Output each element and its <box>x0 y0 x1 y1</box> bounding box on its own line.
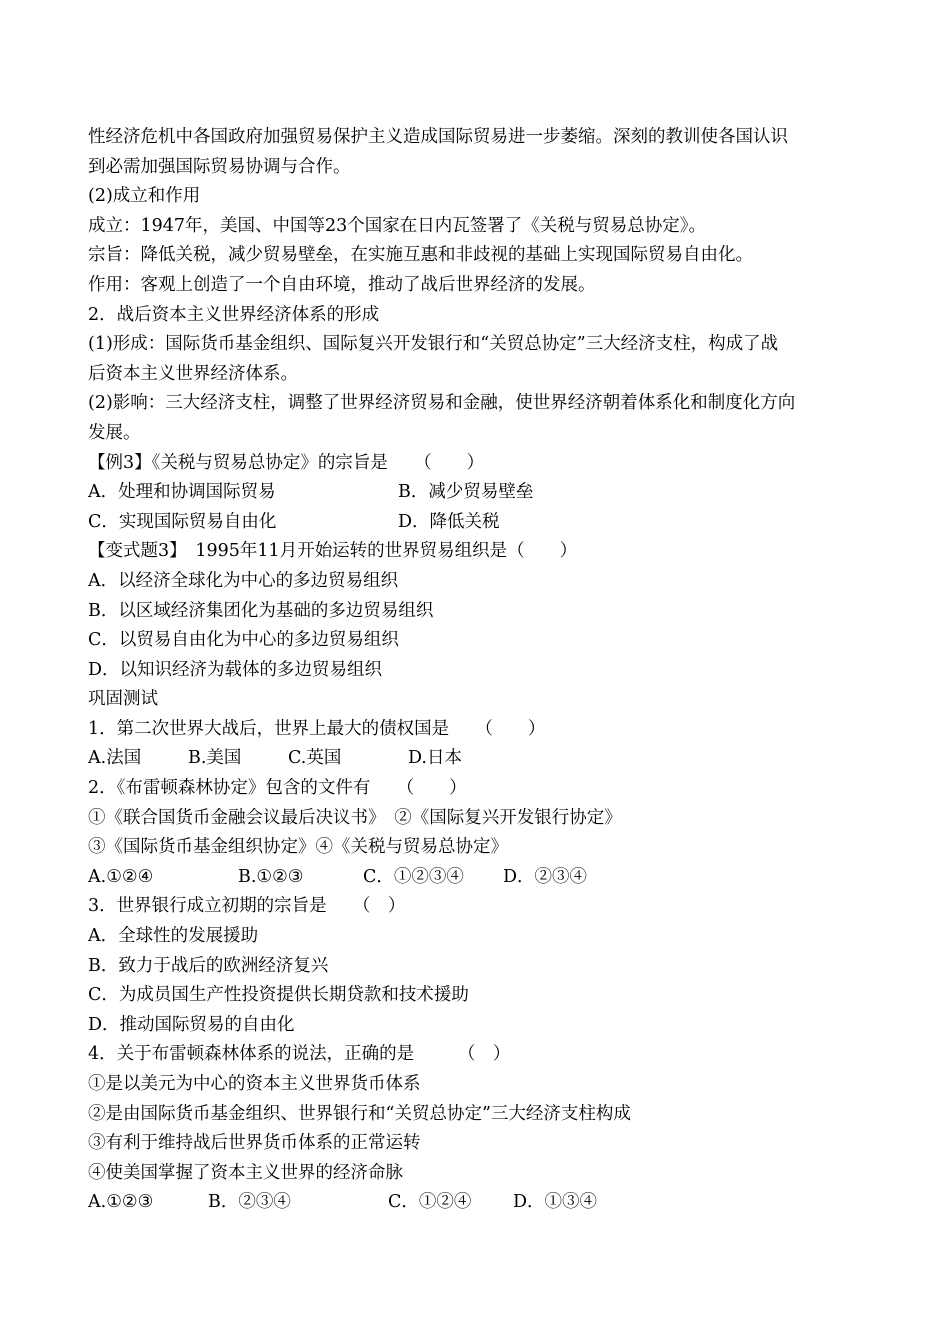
example-3-options-row-2 <box>88 508 878 538</box>
question-3-option-a: A．全球性的发展援助 <box>88 926 259 947</box>
variant-3-option-a: A．以经济全球化为中心的多边贸易组织 <box>88 570 399 591</box>
question-3-option-c: C．为成员国生产性投资提供长期贷款和技术援助 <box>88 985 469 1006</box>
text-line: 成立：1947年，美国、中国等23个国家在日内瓦签署了《关税与贸易总协定》。 <box>88 215 707 236</box>
question-4-item: ③有利于维持战后世界货币体系的正常运转 <box>88 1133 421 1154</box>
question-4-options <box>88 1188 878 1218</box>
option-d: D．①③④ <box>513 1192 598 1213</box>
section-title: 巩固测试 <box>88 689 158 710</box>
text-line: 后资本主义世界经济体系。 <box>88 363 298 384</box>
option-c: C.英国 <box>288 748 342 769</box>
option-c: C．①②④ <box>388 1192 472 1213</box>
option-b: B．减少贸易壁垒 <box>398 482 534 503</box>
question-1-stem: 1．第二次世界大战后，世界上最大的债权国是 （ ） <box>88 718 546 739</box>
example-3-options-row-1 <box>88 478 878 508</box>
option-d: D．降低关税 <box>398 511 500 532</box>
question-1-options <box>88 744 878 774</box>
subheading: (2)成立和作用 <box>88 186 201 207</box>
question-3-option-b: B．致力于战后的欧洲经济复兴 <box>88 955 329 976</box>
text-line: (2)影响：三大经济支柱，调整了世界经济贸易和金融，使世界经济朝着体系化和制度化方向 <box>88 393 796 414</box>
option-a: A．处理和协调国际贸易 <box>88 482 276 503</box>
option-c: C．①②③④ <box>363 866 464 887</box>
document-page <box>88 123 878 1218</box>
option-a: A.法国 <box>88 748 142 769</box>
variant-3-option-b: B．以区域经济集团化为基础的多边贸易组织 <box>88 600 434 621</box>
option-b: B．②③④ <box>208 1192 291 1213</box>
option-c: C．实现国际贸易自由化 <box>88 511 277 532</box>
question-4-item: ②是由国际货币基金组织、世界银行和“关贸总协定”三大经济支柱构成 <box>88 1103 631 1124</box>
question-3-option-d: D．推动国际贸易的自由化 <box>88 1014 295 1035</box>
option-d: D.日本 <box>408 748 462 769</box>
option-b: B.美国 <box>188 748 242 769</box>
option-b: B.①②③ <box>238 866 304 887</box>
option-a: A.①②③ <box>88 1192 154 1213</box>
question-3-stem: 3．世界银行成立初期的宗旨是 （ ） <box>88 896 406 917</box>
option-d: D．②③④ <box>503 866 588 887</box>
question-4-item: ①是以美元为中心的资本主义世界货币体系 <box>88 1074 421 1094</box>
option-a: A.①②④ <box>88 866 154 887</box>
text-line: 发展。 <box>88 422 141 443</box>
variant-3-option-c: C．以贸易自由化为中心的多边贸易组织 <box>88 630 399 651</box>
question-2-item: ①《联合国货币金融会议最后决议书》 ②《国际复兴开发银行协定》 <box>88 807 622 828</box>
question-2-item: ③《国际货币基金组织协定》④《关税与贸易总协定》 <box>88 837 508 858</box>
text-line: 性经济危机中各国政府加强贸易保护主义造成国际贸易进一步萎缩。深刻的教训使各国认识 <box>88 127 788 147</box>
text-line: 作用：客观上创造了一个自由环境，推动了战后世界经济的发展。 <box>88 274 596 295</box>
text-line: (1)形成：国际货币基金组织、国际复兴开发银行和“关贸总协定”三大经济支柱，构成了战 <box>88 334 779 355</box>
question-2-options <box>88 863 878 893</box>
example-3-stem: 【例3】《关税与贸易总协定》的宗旨是 （ ） <box>88 452 485 473</box>
text-line: 宗旨：降低关税，减少贸易壁垒，在实施互惠和非歧视的基础上实现国际贸易自由化。 <box>88 245 753 266</box>
variant-3-stem: 【变式题3】 1995年11月开始运转的世界贸易组织是（ ） <box>88 541 578 562</box>
question-2-stem: 2．《布雷顿森林协定》包含的文件有 （ ） <box>88 778 467 799</box>
subheading: 2．战后资本主义世界经济体系的形成 <box>88 304 380 325</box>
text-line: 到必需加强国际贸易协调与合作。 <box>88 156 351 177</box>
variant-3-option-d: D．以知识经济为载体的多边贸易组织 <box>88 659 383 680</box>
question-4-stem: 4．关于布雷顿森林体系的说法，正确的是 （ ） <box>88 1044 511 1065</box>
question-4-item: ④使美国掌握了资本主义世界的经济命脉 <box>88 1162 403 1183</box>
